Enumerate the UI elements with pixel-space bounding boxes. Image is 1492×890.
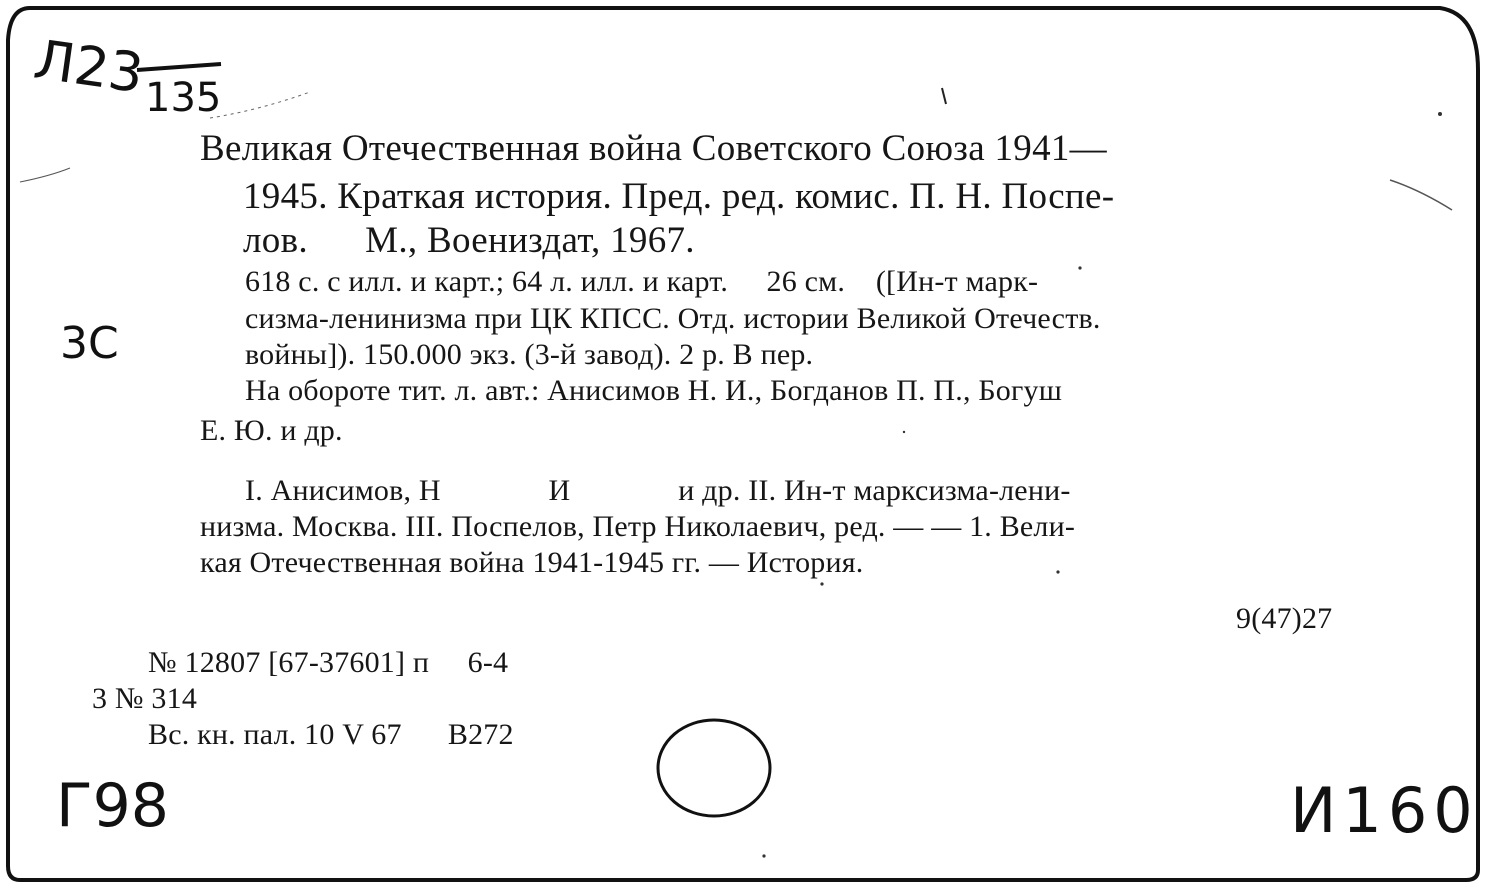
margin-mark: 3С	[60, 318, 119, 369]
call-number-main: Л23	[30, 27, 148, 106]
footer-line-3: Вс. кн. пал. 10 V 67 B272	[148, 718, 514, 751]
tracings-line-3: кая Отечественная война 1941-1945 гг. — История.	[200, 546, 864, 579]
handwritten-bottom-right: И160	[1290, 774, 1479, 847]
note-line-2: Е. Ю. и др.	[200, 414, 343, 447]
physical-line-3: войны]). 150.000 экз. (3-й завод). 2 р. В пер.	[245, 338, 814, 371]
tracings-line-1: I. Анисимов, Н И и др. II. Ин-т марксизма-лени-	[245, 474, 1071, 507]
tracings-line-2: низма. Москва. III. Поспелов, Петр Николаевич, ред. — — 1. Вели-	[200, 510, 1076, 543]
title-line-1: Великая Отечественная война Советского Союза 1941—	[200, 128, 1107, 169]
footer-line-1: № 12807 [67-37601] п 6-4	[148, 646, 509, 679]
note-line-1: На обороте тит. л. авт.: Анисимов Н. И., Богданов П. П., Богуш	[245, 374, 1063, 407]
physical-line-1: 618 с. с илл. и карт.; 64 л. илл. и карт. 26 см. ([Ин-т марк-	[245, 265, 1039, 298]
footer-line-2: 3 № 314	[92, 682, 198, 715]
classification-number: 9(47)27	[1236, 602, 1333, 635]
title-line-2: 1945. Краткая история. Пред. ред. комис. П. Н. Поспе-	[243, 176, 1115, 217]
handwritten-bottom-left: Г98	[56, 771, 169, 841]
title-line-3: лов. М., Воениздат, 1967.	[243, 220, 695, 261]
call-number-fraction: 135	[145, 75, 222, 121]
physical-line-2: сизма-ленинизма при ЦК КПСС. Отд. истории Великой Отечеств.	[245, 302, 1101, 335]
